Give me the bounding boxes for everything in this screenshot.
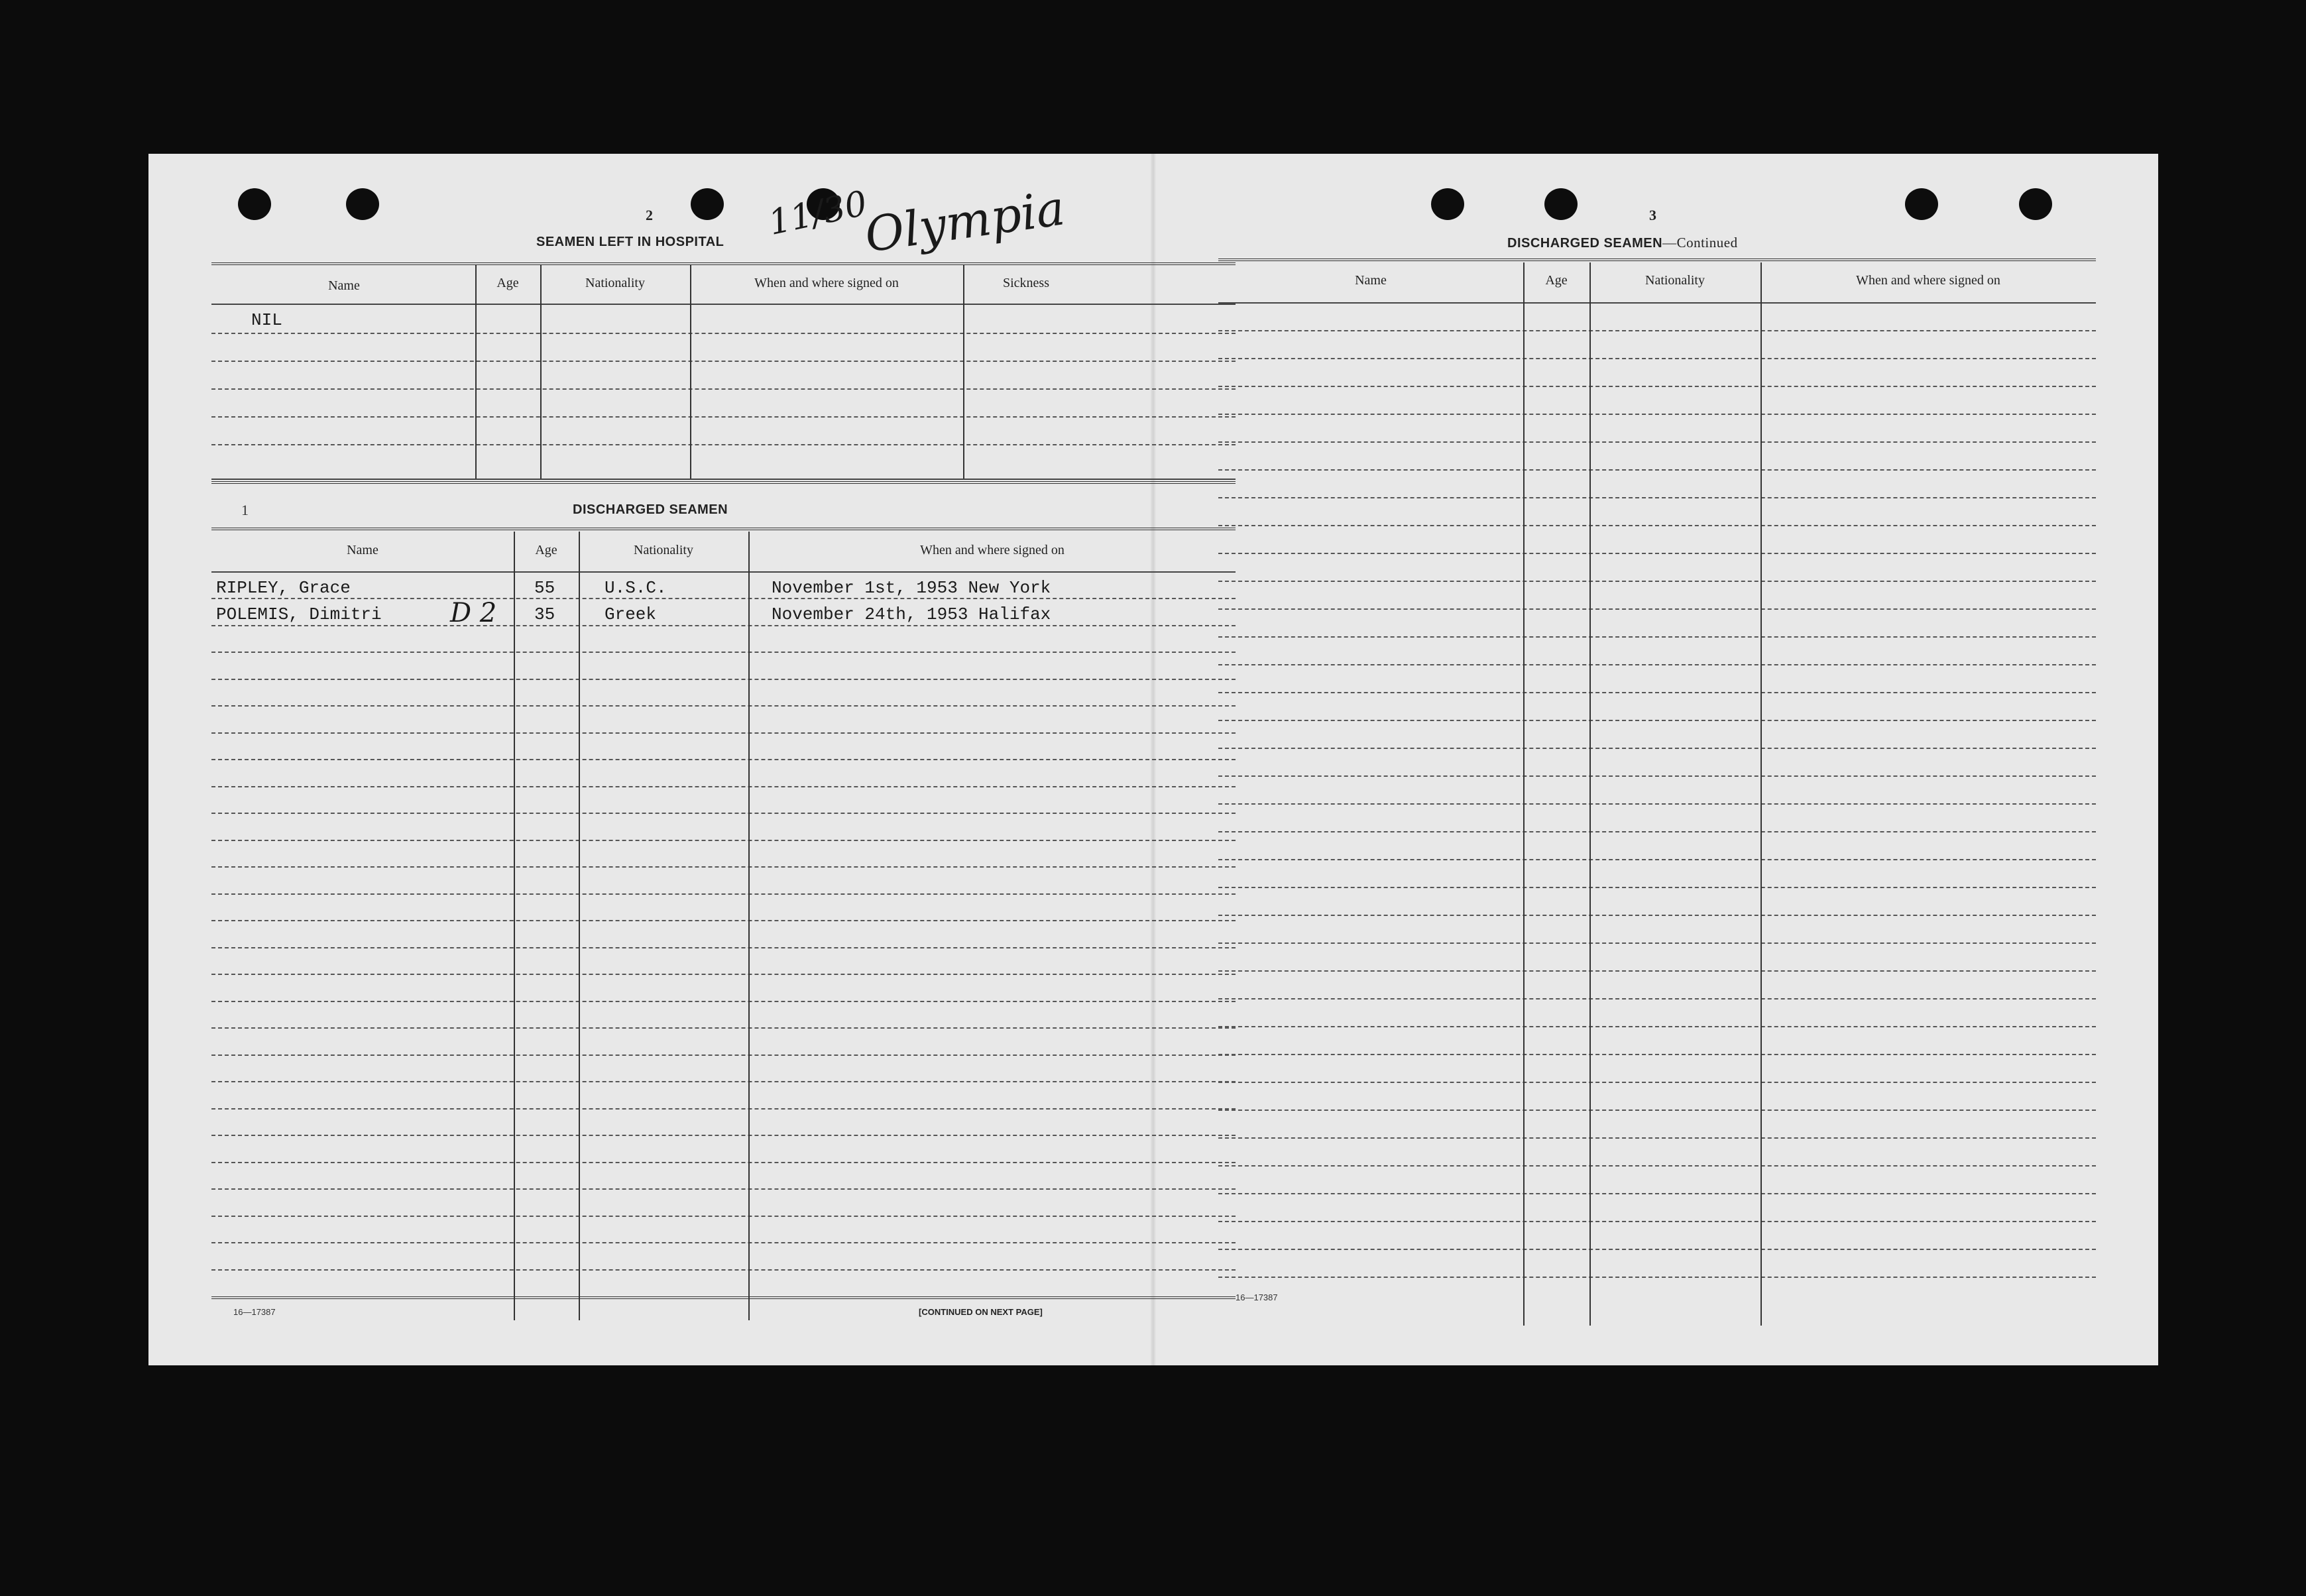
col-divider — [690, 265, 691, 479]
handwritten-date: 11/30 — [765, 184, 871, 243]
punch-hole — [1431, 188, 1464, 220]
row-line — [1218, 469, 2096, 471]
document-sheet — [148, 154, 2158, 1365]
row-line — [211, 974, 1236, 975]
continued-on-next-page: [CONTINUED ON NEXT PAGE] — [919, 1307, 1043, 1317]
row-line — [211, 866, 1236, 868]
page-number-left: 2 — [646, 207, 653, 223]
row-line — [1218, 1110, 2096, 1111]
discharge-annotation: D 2 — [450, 598, 497, 628]
row-line — [211, 652, 1236, 653]
row-line — [211, 732, 1236, 734]
col-divider — [1589, 262, 1591, 1326]
punch-hole — [691, 188, 724, 220]
row-line — [211, 416, 1236, 418]
row-line — [211, 1216, 1236, 1217]
row-line — [1218, 1193, 2096, 1194]
row-line — [211, 598, 1236, 599]
row-line — [211, 679, 1236, 680]
row-line — [211, 361, 1236, 362]
page-number-right: 3 — [1649, 207, 1656, 223]
row-line — [1218, 831, 2096, 832]
row-line — [211, 1001, 1236, 1002]
row-line — [1218, 1165, 2096, 1167]
discharged-col-age: Age — [535, 543, 557, 557]
row-line — [1218, 970, 2096, 972]
right-col-signed-on: When and where signed on — [1856, 273, 2000, 288]
row-line — [211, 625, 1236, 626]
row-line — [1218, 1137, 2096, 1139]
discharged-table-bottom-rule — [211, 1296, 1236, 1299]
row-line — [1218, 525, 2096, 526]
row-line — [1218, 386, 2096, 387]
row-line — [1218, 1221, 2096, 1222]
row-line — [211, 1081, 1236, 1082]
handwritten-ship-name: Olympia — [861, 180, 1068, 263]
right-header-line — [1218, 302, 2096, 304]
row-line — [1218, 915, 2096, 916]
col-divider — [1523, 262, 1525, 1326]
hospital-table-top-rule — [211, 262, 1236, 265]
right-col-nationality: Nationality — [1645, 273, 1705, 288]
row-line — [1218, 859, 2096, 860]
row-line — [1218, 748, 2096, 749]
discharged-row-1-age: 55 — [534, 578, 555, 598]
row-line — [211, 1242, 1236, 1243]
row-line — [1218, 497, 2096, 498]
hospital-col-name: Name — [328, 278, 360, 293]
row-line — [1218, 636, 2096, 638]
row-line — [1218, 1249, 2096, 1250]
col-divider — [475, 265, 477, 479]
discharged-row-2-nationality: Greek — [605, 604, 657, 624]
punch-hole — [1544, 188, 1578, 220]
row-line — [1218, 998, 2096, 999]
row-line — [1218, 1082, 2096, 1083]
row-line — [1218, 441, 2096, 443]
discharged-col-signed-on: When and where signed on — [920, 543, 1065, 557]
row-line — [211, 786, 1236, 787]
row-line — [1218, 692, 2096, 693]
form-number-right: 16—17387 — [1236, 1292, 1278, 1302]
discharged-table-top-rule — [211, 528, 1236, 530]
hospital-col-sickness: Sickness — [1003, 276, 1049, 290]
row-line — [1218, 608, 2096, 610]
discharged-col-nationality: Nationality — [634, 543, 693, 557]
row-line — [211, 920, 1236, 921]
discharged-continued-title-suffix: —Continued — [1662, 235, 1738, 251]
hospital-col-age: Age — [496, 276, 519, 290]
row-line — [1218, 581, 2096, 582]
right-col-age: Age — [1545, 273, 1568, 288]
row-line — [211, 1188, 1236, 1190]
col-divider — [540, 265, 542, 479]
col-divider — [1760, 262, 1762, 1326]
row-line — [211, 1135, 1236, 1136]
discharged-row-1-name: RIPLEY, Grace — [216, 578, 351, 598]
row-line — [211, 1269, 1236, 1271]
row-line — [211, 947, 1236, 948]
punch-hole — [238, 188, 271, 220]
tally-mark: 1 — [241, 502, 249, 518]
discharged-continued-title-main: DISCHARGED SEAMEN — [1507, 236, 1663, 251]
row-line — [211, 333, 1236, 334]
row-line — [211, 893, 1236, 895]
col-divider — [514, 532, 515, 1320]
row-line — [1218, 942, 2096, 944]
punch-hole — [1905, 188, 1938, 220]
discharged-section-title: DISCHARGED SEAMEN — [573, 502, 728, 517]
row-line — [211, 705, 1236, 707]
right-table-top-rule — [1218, 258, 2096, 261]
hospital-section-title: SEAMEN LEFT IN HOSPITAL — [536, 235, 724, 249]
discharged-row-1-signed-on: November 1st, 1953 New York — [772, 578, 1051, 598]
row-line — [1218, 1277, 2096, 1278]
col-divider — [963, 265, 964, 479]
right-col-name: Name — [1355, 273, 1387, 288]
row-line — [211, 388, 1236, 390]
hospital-table-bottom-rule — [211, 481, 1236, 484]
discharged-row-1-nationality: U.S.C. — [605, 578, 667, 598]
row-line — [1218, 664, 2096, 665]
row-line — [1218, 803, 2096, 805]
row-line — [211, 1108, 1236, 1110]
row-line — [1218, 358, 2096, 359]
punch-hole — [346, 188, 379, 220]
row-line — [1218, 553, 2096, 554]
row-line — [211, 1027, 1236, 1029]
row-line — [1218, 330, 2096, 331]
row-line — [211, 1162, 1236, 1163]
discharged-header-line — [211, 571, 1236, 573]
punch-hole — [2019, 188, 2052, 220]
row-line — [1218, 887, 2096, 888]
row-line — [211, 840, 1236, 841]
discharged-row-2-age: 35 — [534, 604, 555, 624]
discharged-continued-title — [1507, 235, 1738, 251]
row-line — [1218, 414, 2096, 415]
row-line — [1218, 1054, 2096, 1055]
discharged-row-2-signed-on: November 24th, 1953 Halifax — [772, 604, 1051, 624]
row-line — [211, 813, 1236, 814]
row-line — [211, 1054, 1236, 1056]
row-line — [211, 444, 1236, 445]
hospital-header-line — [211, 304, 1236, 305]
row-line — [211, 479, 1236, 480]
row-line — [1218, 1026, 2096, 1027]
col-divider — [748, 532, 750, 1320]
row-line — [1218, 720, 2096, 721]
hospital-nil-entry: NIL — [251, 310, 282, 330]
form-number-left: 16—17387 — [233, 1307, 276, 1317]
discharged-col-name: Name — [347, 543, 378, 557]
hospital-col-signed-on: When and where signed on — [754, 276, 899, 290]
row-line — [211, 759, 1236, 760]
row-line — [1218, 775, 2096, 777]
col-divider — [579, 532, 580, 1320]
discharged-row-2-name: POLEMIS, Dimitri — [216, 604, 382, 624]
hospital-col-nationality: Nationality — [585, 276, 645, 290]
